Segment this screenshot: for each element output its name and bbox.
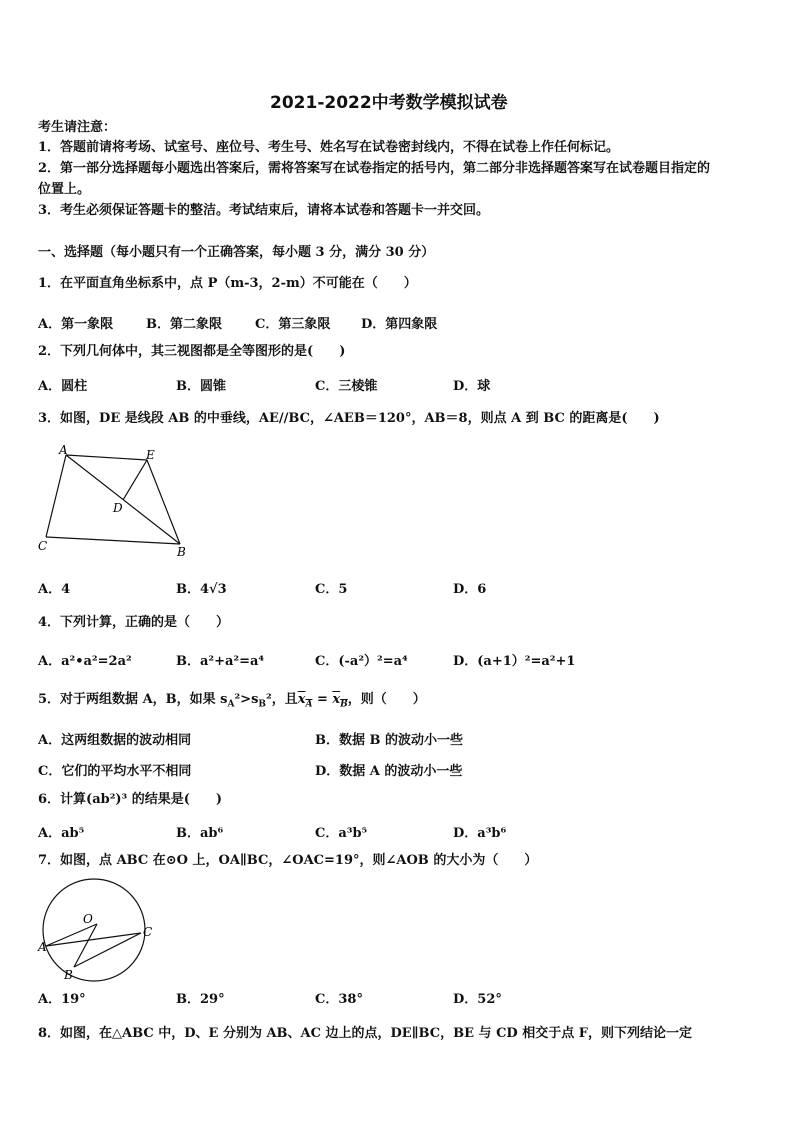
q6-option-c[interactable]: C．a³b⁵: [315, 826, 368, 841]
q7-option-b[interactable]: B．29°: [176, 992, 225, 1007]
label-e: E: [146, 448, 155, 462]
q2-option-d[interactable]: D．球: [453, 379, 491, 394]
q3-option-a[interactable]: A．4: [38, 582, 71, 597]
label-b: B: [177, 545, 186, 559]
section-heading: 一、选择题（每小题只有一个正确答案，每小题 3 分，满分 30 分）: [38, 245, 435, 260]
q3-option-b[interactable]: B．4√3: [176, 582, 227, 597]
q3-option-c[interactable]: C．5: [315, 582, 348, 597]
label-c: C: [143, 925, 153, 939]
q7-figure-circle: [36, 878, 158, 982]
notice-heading: 考生请注意：: [38, 120, 117, 135]
q7-option-c[interactable]: C．38°: [315, 992, 363, 1007]
q6-option-d[interactable]: D．a³b⁶: [453, 826, 507, 841]
q5-stem-mid: ²>s: [234, 692, 259, 707]
q5-stem-end: ，则（ ）: [347, 692, 426, 707]
q6-option-a[interactable]: A．ab⁵: [38, 826, 85, 841]
notice-item-1: 1．答题前请将考场、试室号、座位号、考生号、姓名写在试卷密封线内，不得在试卷上作任何标记。: [38, 140, 620, 155]
question-3-stem: 3．如图，DE 是线段 AB 的中垂线，AE//BC，∠AEB＝120°，AB＝8，则点 A 到 BC 的距离是( ): [38, 411, 660, 426]
q5-mean-a-x: x: [297, 692, 306, 707]
question-2-stem: 2．下列几何体中，其三视图都是全等图形的是( ): [38, 344, 346, 359]
q2-option-a[interactable]: A．圆柱: [38, 379, 88, 394]
q7-option-d[interactable]: D．52°: [453, 992, 502, 1007]
q2-option-c[interactable]: C．三棱锥: [315, 379, 378, 394]
q1-option-b[interactable]: B．第二象限: [146, 317, 222, 332]
segment-cb: [46, 537, 180, 544]
notice-item-2-cont: 位置上。: [38, 182, 91, 197]
q7-option-a[interactable]: A．19°: [38, 992, 86, 1007]
q5-equals: =: [312, 692, 333, 707]
segment-ae: [66, 455, 147, 460]
q5-option-d[interactable]: D．数据 A 的波动小一些: [315, 764, 463, 779]
q4-option-d[interactable]: D．(a+1）²=a²+1: [453, 654, 576, 669]
q2-option-b[interactable]: B．圆锥: [176, 379, 226, 394]
label-a: A: [38, 940, 47, 954]
label-d: D: [113, 501, 123, 515]
q5-mean-a-sub: A: [305, 699, 313, 710]
label-c: C: [38, 539, 48, 553]
segment-ed: [123, 460, 147, 500]
q5-stem-mid2: ²，且: [266, 692, 298, 707]
q5-option-a[interactable]: A．这两组数据的波动相同: [38, 733, 192, 748]
q3-figure-quadrilateral: [36, 444, 192, 560]
question-5-stem: [38, 690, 426, 715]
segment-ac: [46, 455, 66, 537]
label-a: A: [59, 444, 68, 457]
question-8-stem: 8．如图，在△ABC 中，D、E 分别为 AB、AC 边上的点，DE∥BC，BE 与 CD 相交于点 F，则下列结论一定: [38, 1026, 692, 1041]
q5-option-b[interactable]: B．数据 B 的波动小一些: [315, 733, 464, 748]
q5-mean-b-sub: B: [340, 699, 348, 710]
q5-sub-a: A: [227, 699, 235, 710]
q4-option-c[interactable]: C．(-a²）²=a⁴: [315, 654, 408, 669]
q5-mean-b: [332, 692, 348, 710]
q6-option-b[interactable]: B．ab⁶: [176, 826, 224, 841]
q1-option-c[interactable]: C．第三象限: [255, 317, 331, 332]
label-b: B: [64, 968, 73, 982]
q1-option-d[interactable]: D．第四象限: [361, 317, 438, 332]
notice-item-3: 3．考生必须保证答题卡的整洁。考试结束后，请将本试卷和答题卡一并交回。: [38, 203, 490, 218]
question-7-stem: 7．如图，点 ABC 在⊙O 上，OA∥BC，∠OAC=19°，则∠AOB 的大小为（ ）: [38, 853, 538, 868]
q5-stem-prefix: 5．对于两组数据 A，B，如果 s: [38, 692, 228, 707]
q4-option-b[interactable]: B．a²+a²=a⁴: [176, 654, 265, 669]
question-6-stem: 6．计算(ab²)³ 的结果是( ): [38, 792, 223, 807]
label-o: O: [83, 912, 93, 926]
q4-option-a[interactable]: A．a²•a²=2a²: [38, 654, 132, 669]
question-1-stem: 1．在平面直角坐标系中，点 P（m-3，2-m）不可能在（ ）: [38, 276, 417, 291]
q5-option-c[interactable]: C．它们的平均水平不相同: [38, 764, 192, 779]
q1-option-a[interactable]: A．第一象限: [38, 317, 114, 332]
notice-item-2: 2．第一部分选择题每小题选出答案后，需将答案写在试卷指定的括号内，第二部分非选择题答案写在试卷题目指定的: [38, 161, 711, 176]
question-4-stem: 4．下列计算，正确的是（ ）: [38, 615, 230, 630]
q3-option-d[interactable]: D．6: [453, 582, 487, 597]
q5-mean-a: [297, 692, 313, 710]
q5-mean-b-x: x: [332, 692, 341, 707]
page-title: 2021-2022中考数学模拟试卷: [270, 93, 508, 113]
q5-sub-b: B: [258, 699, 266, 710]
